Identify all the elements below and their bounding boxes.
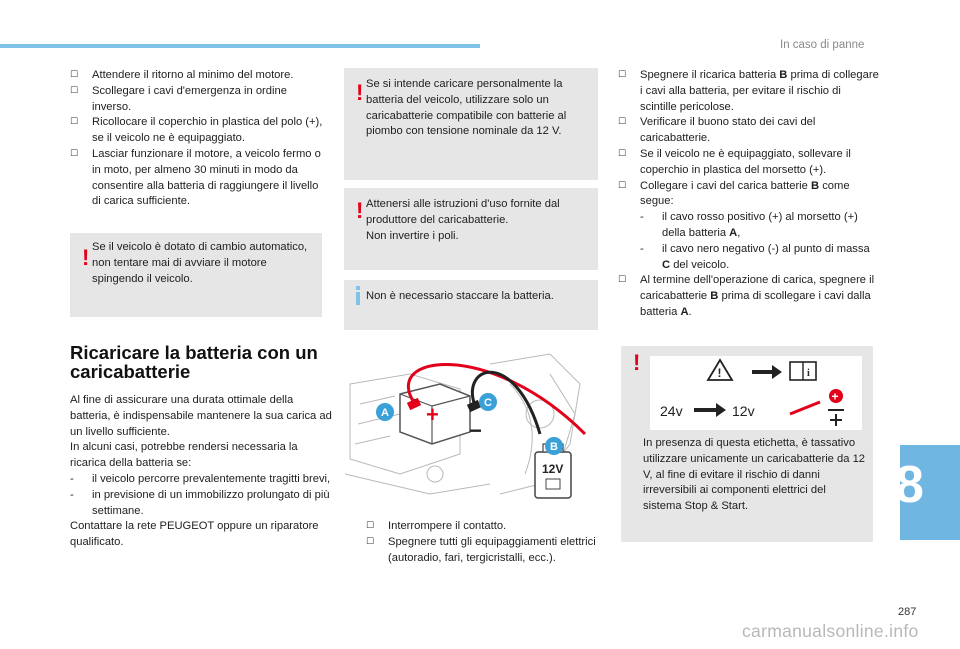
step-item: ☐ Collegare i cavi del carica batterie B come segue: [618,179,880,211]
svg-text:+: + [831,389,839,404]
section-title: In caso di panne [780,39,865,51]
intro-paragraph: Al fine di assicurare una durata ottimale della batteria, è indispensabile mantenere la sua carica ad un livello sufficiente. [70,394,332,438]
warning-box-automatic [70,233,322,317]
step-item: ☐ Ricollocare il coperchio in plastica del polo (+), se il veicolo ne è equipaggiato. [70,115,328,147]
step-item: ☐ Se il veicolo ne è equipaggiato, sollevare il coperchio in plastica del morsetto (+). [618,147,880,179]
svg-text:B: B [550,441,558,453]
sticker-drawing [650,356,862,430]
info-icon [356,286,360,304]
column-1-steps [70,68,328,210]
step-item: ☐ Scollegare i cavi d'emergenza in ordine inverso. [70,84,328,116]
warning-text: Se si intende caricare personalmente la batteria del veicolo, utilizzare solo un caricabatterie compatibile con batterie al piombo con tensione nominale da 12 V. [366,78,567,138]
warning-text: Attenersi alle istruzioni d'uso fornite dal produttore del caricabatterie. [366,198,560,226]
svg-text:+: + [426,402,439,427]
engine-bay-drawing [340,344,598,502]
column-2-steps [366,519,598,566]
svg-text:12V: 12V [542,462,564,476]
condition-item: - il veicolo percorre prevalentemente tragitti brevi, [70,472,331,485]
contact-paragraph: Contattare la rete PEUGEOT oppure un riparatore qualificato. [70,520,319,549]
svg-text:12v: 12v [732,403,755,419]
warning-text: Se il veicolo è dotato di cambio automatico, non tentare mai di avviare il motore spingendo il veicolo. [92,241,308,285]
warning-box-charger-type [344,68,598,180]
step-item: ☐ Spegnere il ricarica batteria B prima di collegare i cavi alla batteria, per evitare il rischio di scintille pericolose. [618,68,880,115]
svg-text:−: − [469,418,482,443]
header-accent-bar [0,44,480,48]
info-box [344,280,598,330]
page-number: 287 [898,606,917,618]
intro-paragraph-2: In alcuni casi, potrebbe rendersi necessaria la ricarica della batteria se: [70,441,298,470]
warning-exclamation-icon: ! [356,198,364,223]
label-warning-text: In presenza di questa etichetta, è tassativo utilizzare unicamente un caricabatterie da 12 V, al fine di evitare il rischio di danni irreversibili ai componenti elettrici del sistema Stop & Start. [643,437,866,513]
warning-box-instructions [344,188,598,270]
svg-text:A: A [381,407,389,419]
svg-text:!: ! [717,366,722,380]
chapter-number: 8 [895,456,924,514]
sub-step-item: - il cavo rosso positivo (+) al morsetto (+) della batteria A, [640,211,858,239]
voltage-sticker [650,356,862,430]
warning-text-2: Non invertire i poli. [366,229,459,242]
step-item: ☐ Verificare il buono stato dei cavi del caricabatterie. [618,115,880,147]
svg-text:i: i [807,368,810,379]
condition-item: - in previsione di un immobilizzo prolungato di più settimane. [70,488,330,517]
svg-text:24v: 24v [660,403,683,419]
step-item: ☐ Lasciar funzionare il motore, a veicolo fermo o in moto, per almeno 30 minuti in modo da consentire alla batteria di raggiungere il livello di carica sufficiente. [70,147,328,210]
step-item: ☐ Al termine dell'operazione di carica, spegnere il caricabatterie B prima di scollegare i cavi dalla batteria A. [618,273,880,320]
info-text: Non è necessario staccare la batteria. [366,290,554,302]
warning-exclamation-icon: ! [356,80,364,105]
battery-charger-illustration [340,344,598,502]
watermark: carmanualsonline.info [742,621,919,641]
step-item: ☐ Spegnere tutti gli equipaggiamenti elettrici (autoradio, fari, tergicristalli, ecc.). [366,535,598,567]
column-3-steps [618,68,880,321]
svg-text:C: C [484,397,492,409]
warning-exclamation-icon: ! [633,350,641,375]
section-heading: Ricaricare la batteria con un caricabatterie [70,342,318,382]
sub-step-item: - il cavo nero negativo (-) al punto di massa C del veicolo. [640,242,870,271]
step-item: ☐ Attendere il ritorno al minimo del motore. [70,68,328,84]
step-item: ☐ Interrompere il contatto. [366,519,598,535]
charger-intro [70,393,332,551]
warning-exclamation-icon: ! [82,245,90,270]
